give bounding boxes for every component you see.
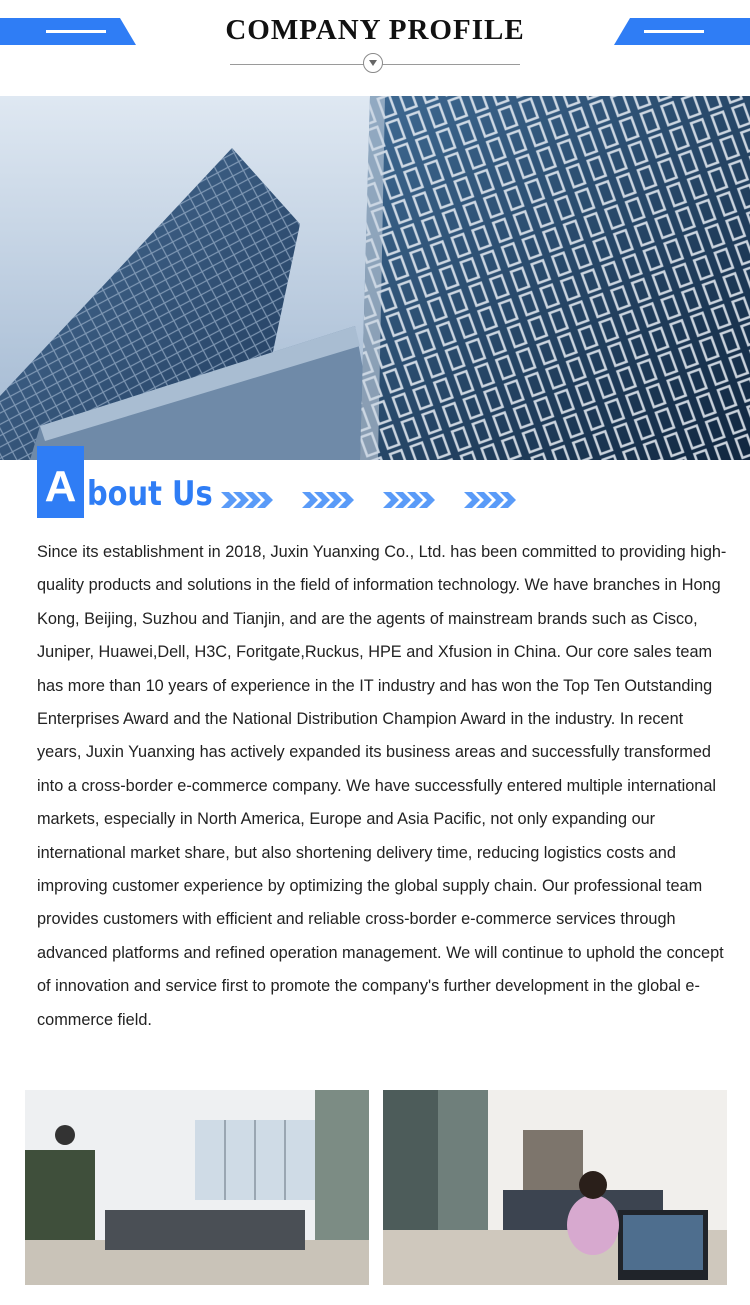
company-description: Since its establishment in 2018, Juxin Yuanxing Co., Ltd. has been committed to providing high-quality products and solutions in the field of information technology. We have branches in Hong Kong, Beijing, Suzhou and Tianjin, and are the agents of mainstream brands such as Cisco, Juniper, Huawei,Dell, H3C, Foritgate,Ruckus, HPE and Xfusion in China. Our core sales team has more than 10 years of experience in the IT industry and has won the Top Ten Outstanding Enterprises Award and the National Distribution Champion Award in the industry. In recent years, Juxin Yuanxing has actively expanded its business areas and successfully transformed into a cross-border e-commerce company. We have successfully entered multiple international markets, especially in North America, Europe and Asia Pacific, not only expanding our international market share, but also shortening delivery time, reducing logistics costs and improving customer experience by optimizing the global supply chain. Our professional team provides customers with efficient and reliable cross-border e-commerce services through advanced platforms and refined operation management. We will continue to uphold the concept of innovation and service first to promote the company's further development in the global e-commerce field. bbox=[37, 543, 727, 1029]
office-building-photo bbox=[0, 96, 750, 460]
page-title: COMPANY PROFILE bbox=[225, 14, 525, 46]
office-interior-photo bbox=[25, 1090, 369, 1285]
chevron-triple-right-icon bbox=[464, 488, 520, 512]
chevron-triple-right-icon bbox=[221, 488, 277, 512]
section-header bbox=[0, 0, 750, 90]
about-heading-text: bout Us bbox=[87, 474, 213, 514]
right-banner-stripe bbox=[614, 18, 750, 45]
office-workspace-photo bbox=[383, 1090, 727, 1285]
about-us-heading bbox=[37, 446, 557, 518]
chevron-triple-right-icon bbox=[383, 488, 439, 512]
chevron-down-icon bbox=[363, 53, 383, 73]
chevron-triple-right-icon bbox=[302, 488, 358, 512]
about-initial-letter: A bbox=[44, 462, 77, 511]
